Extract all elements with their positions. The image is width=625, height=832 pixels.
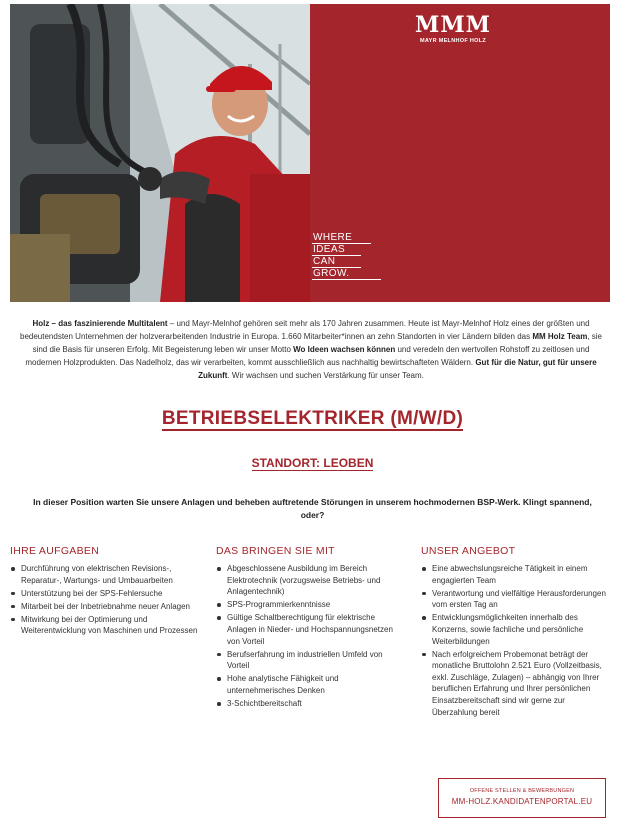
list-item: Gültige Schaltberechtigung für elektrische Anlagen in Nieder- und Hochspannungsnetzen von Vorteil — [216, 612, 406, 647]
list-item: Eine abwechslungsreiche Tätigkeit in einem engagierten Team — [421, 563, 609, 586]
intro-text-2: , sie sind die Basis für unseren Erfolg. Mit Begeisterung leben wir unser Motto — [32, 332, 602, 354]
column-heading: UNSER ANGEBOT — [421, 545, 516, 557]
column-heading: DAS BRINGEN SIE MIT — [216, 545, 335, 557]
header-banner — [10, 4, 610, 302]
intro-text-3: und veredeln den wertvollen Rohstoff zu zeitlosen und modernen Holzprodukten. Das Nadelholz, das wir verarbeiten, kommt ausschließlich aus nachhaltig bewirtschafteten Wäldern. — [25, 345, 590, 367]
intro-text-4: . Wir wachsen und suchen Verstärkung für unser Team. — [227, 371, 424, 380]
requirement-list — [216, 563, 406, 710]
list-item: Unterstützung bei der SPS-Fehlersuche — [10, 588, 200, 600]
job-title-text: BETRIEBSELEKTRIKER (M/W/D) — [161, 408, 464, 429]
list-item: Abgeschlossene Ausbildung im Bereich Elektrotechnik (vorzugsweise Betriebs- und Anlagentechnik) — [216, 563, 406, 598]
slogan-line-4: GROW. — [312, 268, 381, 280]
slogan-line-3: CAN — [312, 256, 361, 268]
worker-photo-illustration — [10, 4, 310, 302]
logo-text: MAYR MELNHOF HOLZ — [419, 38, 486, 44]
intro-text-1: – und Mayr-Melnhof gehören seit mehr als 170 Jahren zusammen. Heute ist Mayr-Melnhof Holz eines der größten und bedeutendsten Unternehmen der holzverarbeitenden Industrie in Europa. 1.660 Mitarbeiter*innen an zehn Standorten in vier Ländern bilden das — [20, 319, 590, 341]
offer-list — [421, 563, 609, 718]
application-portal-link[interactable] — [438, 778, 606, 818]
job-title — [0, 408, 625, 430]
list-item: 3-Schichtbereitschaft — [216, 698, 406, 710]
column-aufgaben — [10, 545, 200, 639]
intro-paragraph — [16, 317, 606, 382]
slogan-line-1: WHERE — [312, 232, 371, 244]
company-logo — [410, 14, 496, 44]
location — [0, 456, 625, 470]
list-item: Nach erfolgreichem Probemonat beträgt der monatliche Bruttolohn 2.521 Euro (Vollzeitbasis, exkl. Zuschläge, Zulagen) – abhängig von Ihrer beruflichen Erfahrung und Ihrer persönlichen Einsatzbereitschaft sind wir gerne zur Überzahlung bereit — [421, 649, 609, 719]
cta-url[interactable]: MM-HOLZ.KANDIDATENPORTAL.EU — [451, 797, 593, 806]
list-item: Verantwortung und vielfältige Herausforderungen vom ersten Tag an — [421, 588, 609, 611]
list-item: Durchführung von elektrischen Revisions-, Reparatur-, Wartungs- und Umbauarbeiten — [10, 563, 200, 586]
position-question: In dieser Position warten Sie unsere Anlagen und beheben auftretende Störungen in unserem hochmodernen BSP-Werk. Klingt spannend, oder? — [33, 497, 592, 520]
list-item: Mitwirkung bei der Optimierung und Weiterentwicklung von Maschinen und Prozessen — [10, 614, 200, 637]
slogan-line-2: IDEAS — [312, 244, 361, 256]
list-item: Mitarbeit bei der Inbetriebnahme neuer Anlagen — [10, 601, 200, 613]
slogan — [312, 232, 382, 280]
intro-bold-3: Wo Ideen wachsen können — [293, 345, 396, 354]
location-text: STANDORT: LEOBEN — [251, 456, 374, 470]
logo-mark: MMM — [414, 12, 492, 38]
intro-bold-1: Holz – das faszinierende Multitalent — [32, 319, 168, 328]
cta-caption: OFFENE STELLEN & BEWERBUNGEN — [469, 788, 575, 794]
header-photo — [10, 4, 310, 302]
list-item: Berufserfahrung im industriellen Umfeld von Vorteil — [216, 649, 406, 672]
column-angebot — [421, 545, 609, 720]
intro-bold-4: Gut für die Natur, gut für unsere Zukunft — [198, 358, 597, 380]
task-list — [10, 563, 200, 637]
intro-bold-2: MM Holz Team — [532, 332, 588, 341]
list-item: Entwicklungsmöglichkeiten innerhalb des Konzerns, sowie fachliche und persönliche Weiterbildungen — [421, 612, 609, 647]
column-anforderungen — [216, 545, 406, 711]
column-heading: IHRE AUFGABEN — [10, 545, 100, 557]
list-item: SPS-Programmierkenntnisse — [216, 599, 406, 611]
list-item: Hohe analytische Fähigkeit und unternehmerisches Denken — [216, 673, 406, 696]
